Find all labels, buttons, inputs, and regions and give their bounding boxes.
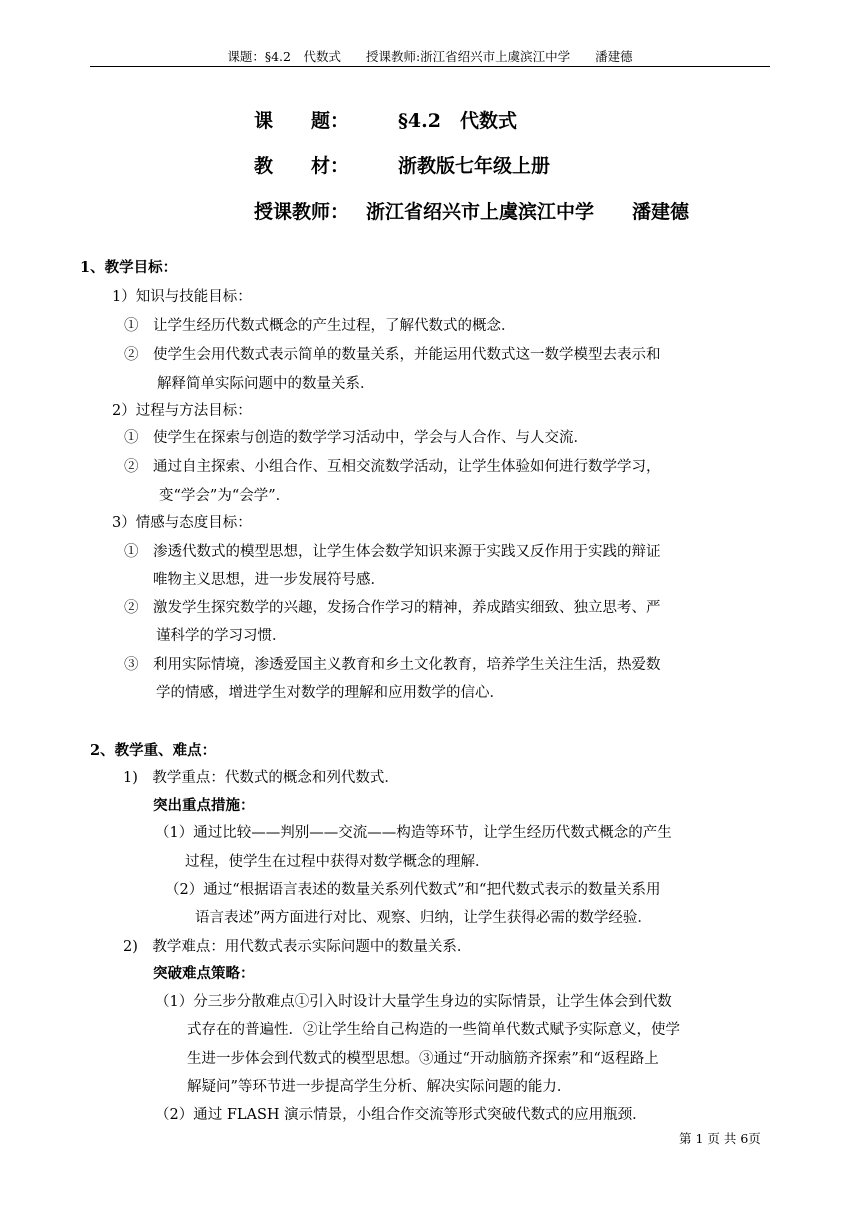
sub2-item2-line1: ② 通过自主探索、小组合作、互相交流数学活动，让学生体验如何进行数学学习，	[124, 459, 661, 475]
strategy1-line2: 式存在的普遍性．②让学生给自己构造的一些简单代数式赋予实际意义，使学	[187, 1022, 680, 1038]
sub1-item2-line1: ② 使学生会用代数式表示简单的数量关系，并能运用代数式这一数学模型去表示和	[124, 347, 661, 363]
section1-heading: 1、教学目标：	[80, 259, 178, 276]
difficulty-strategy-label: 突破难点策略：	[153, 965, 255, 982]
difficulty-label: 2) 教学难点：用代数式表示实际问题中的数量关系．	[123, 939, 472, 955]
section2-heading: 2、教学重、难点：	[90, 742, 217, 759]
page-header: 课题：§4.2 代数式 授课教师:浙江省绍兴市上虞滨江中学 潘建德	[227, 49, 633, 64]
sub2-label: 2）过程与方法目标：	[112, 403, 252, 419]
key-point-label: 1) 教学重点：代数式的概念和列代数式．	[123, 770, 399, 786]
material-label: 教 材：	[254, 155, 350, 177]
lesson-label: 课 题：	[254, 110, 350, 132]
sub3-label: 3）情感与态度目标：	[112, 515, 252, 531]
strategy1-line3: 生进一步体会到代数式的模型思想。③通过“开动脑筋齐探索”和“返程路上	[187, 1051, 659, 1067]
sub3-item3-line2: 学的情感，增进学生对数学的理解和应用数学的信心．	[156, 685, 504, 701]
sub1-item1: ① 让学生经历代数式概念的产生过程，了解代数式的概念．	[124, 318, 516, 334]
teacher-value: 浙江省绍兴市上虞滨江中学 潘建德	[366, 201, 690, 223]
header-rule	[90, 66, 770, 67]
key-measure2-line1: （2）通过“根据语言表述的数量关系列代数式”和“把代数式表示的数量关系用	[165, 882, 661, 898]
strategy1-line1: （1）分三步分散难点①引入时设计大量学生身边的实际情景，让学生体会到代数	[155, 994, 672, 1010]
sub3-item1-line2: 唯物主义思想，进一步发展符号感．	[153, 572, 385, 588]
key-measure1-line1: （1）通过比较——判别——交流——构造等环节，让学生经历代数式概念的产生	[155, 825, 672, 841]
sub3-item1-line1: ① 渗透代数式的模型思想，让学生体会数学知识来源于实践又反作用于实践的辩证	[124, 544, 661, 560]
key-measures-label: 突出重点措施：	[153, 797, 255, 814]
key-measure2-line2: 语言表述”两方面进行对比、观察、归纳，让学生获得必需的数学经验．	[195, 910, 652, 926]
key-measure1-line2: 过程，使学生在过程中获得对数学概念的理解．	[185, 854, 490, 870]
sub3-item2-line2: 谨科学的学习习惯．	[156, 628, 287, 644]
sub2-item2-line2: 变“学会”为“会学”．	[159, 488, 291, 504]
teacher-label: 授课教师：	[254, 201, 350, 223]
page-number: 第 1 页 共 6页	[679, 1131, 761, 1146]
strategy1-line4: 解疑问”等环节进一步提高学生分析、解决实际问题的能力．	[187, 1079, 572, 1095]
sub3-item2-line1: ② 激发学生探究数学的兴趣，发扬合作学习的精神，养成踏实细致、独立思考、严	[124, 600, 661, 616]
sub2-item1: ① 使学生在探索与创造的数学学习活动中，学会与人合作、与人交流．	[124, 430, 588, 446]
sub1-label: 1）知识与技能目标：	[112, 289, 252, 305]
material-value: 浙教版七年级上册	[398, 155, 551, 177]
strategy2-line1: （2）通过 FLASH 演示情景，小组合作交流等形式突破代数式的应用瓶颈．	[155, 1107, 647, 1123]
lesson-value: §4.2 代数式	[398, 110, 517, 132]
sub1-item2-line2: 解释简单实际问题中的数量关系．	[157, 376, 375, 392]
sub3-item3-line1: ③ 利用实际情境，渗透爱国主义教育和乡土文化教育，培养学生关注生活，热爱数	[124, 657, 661, 673]
